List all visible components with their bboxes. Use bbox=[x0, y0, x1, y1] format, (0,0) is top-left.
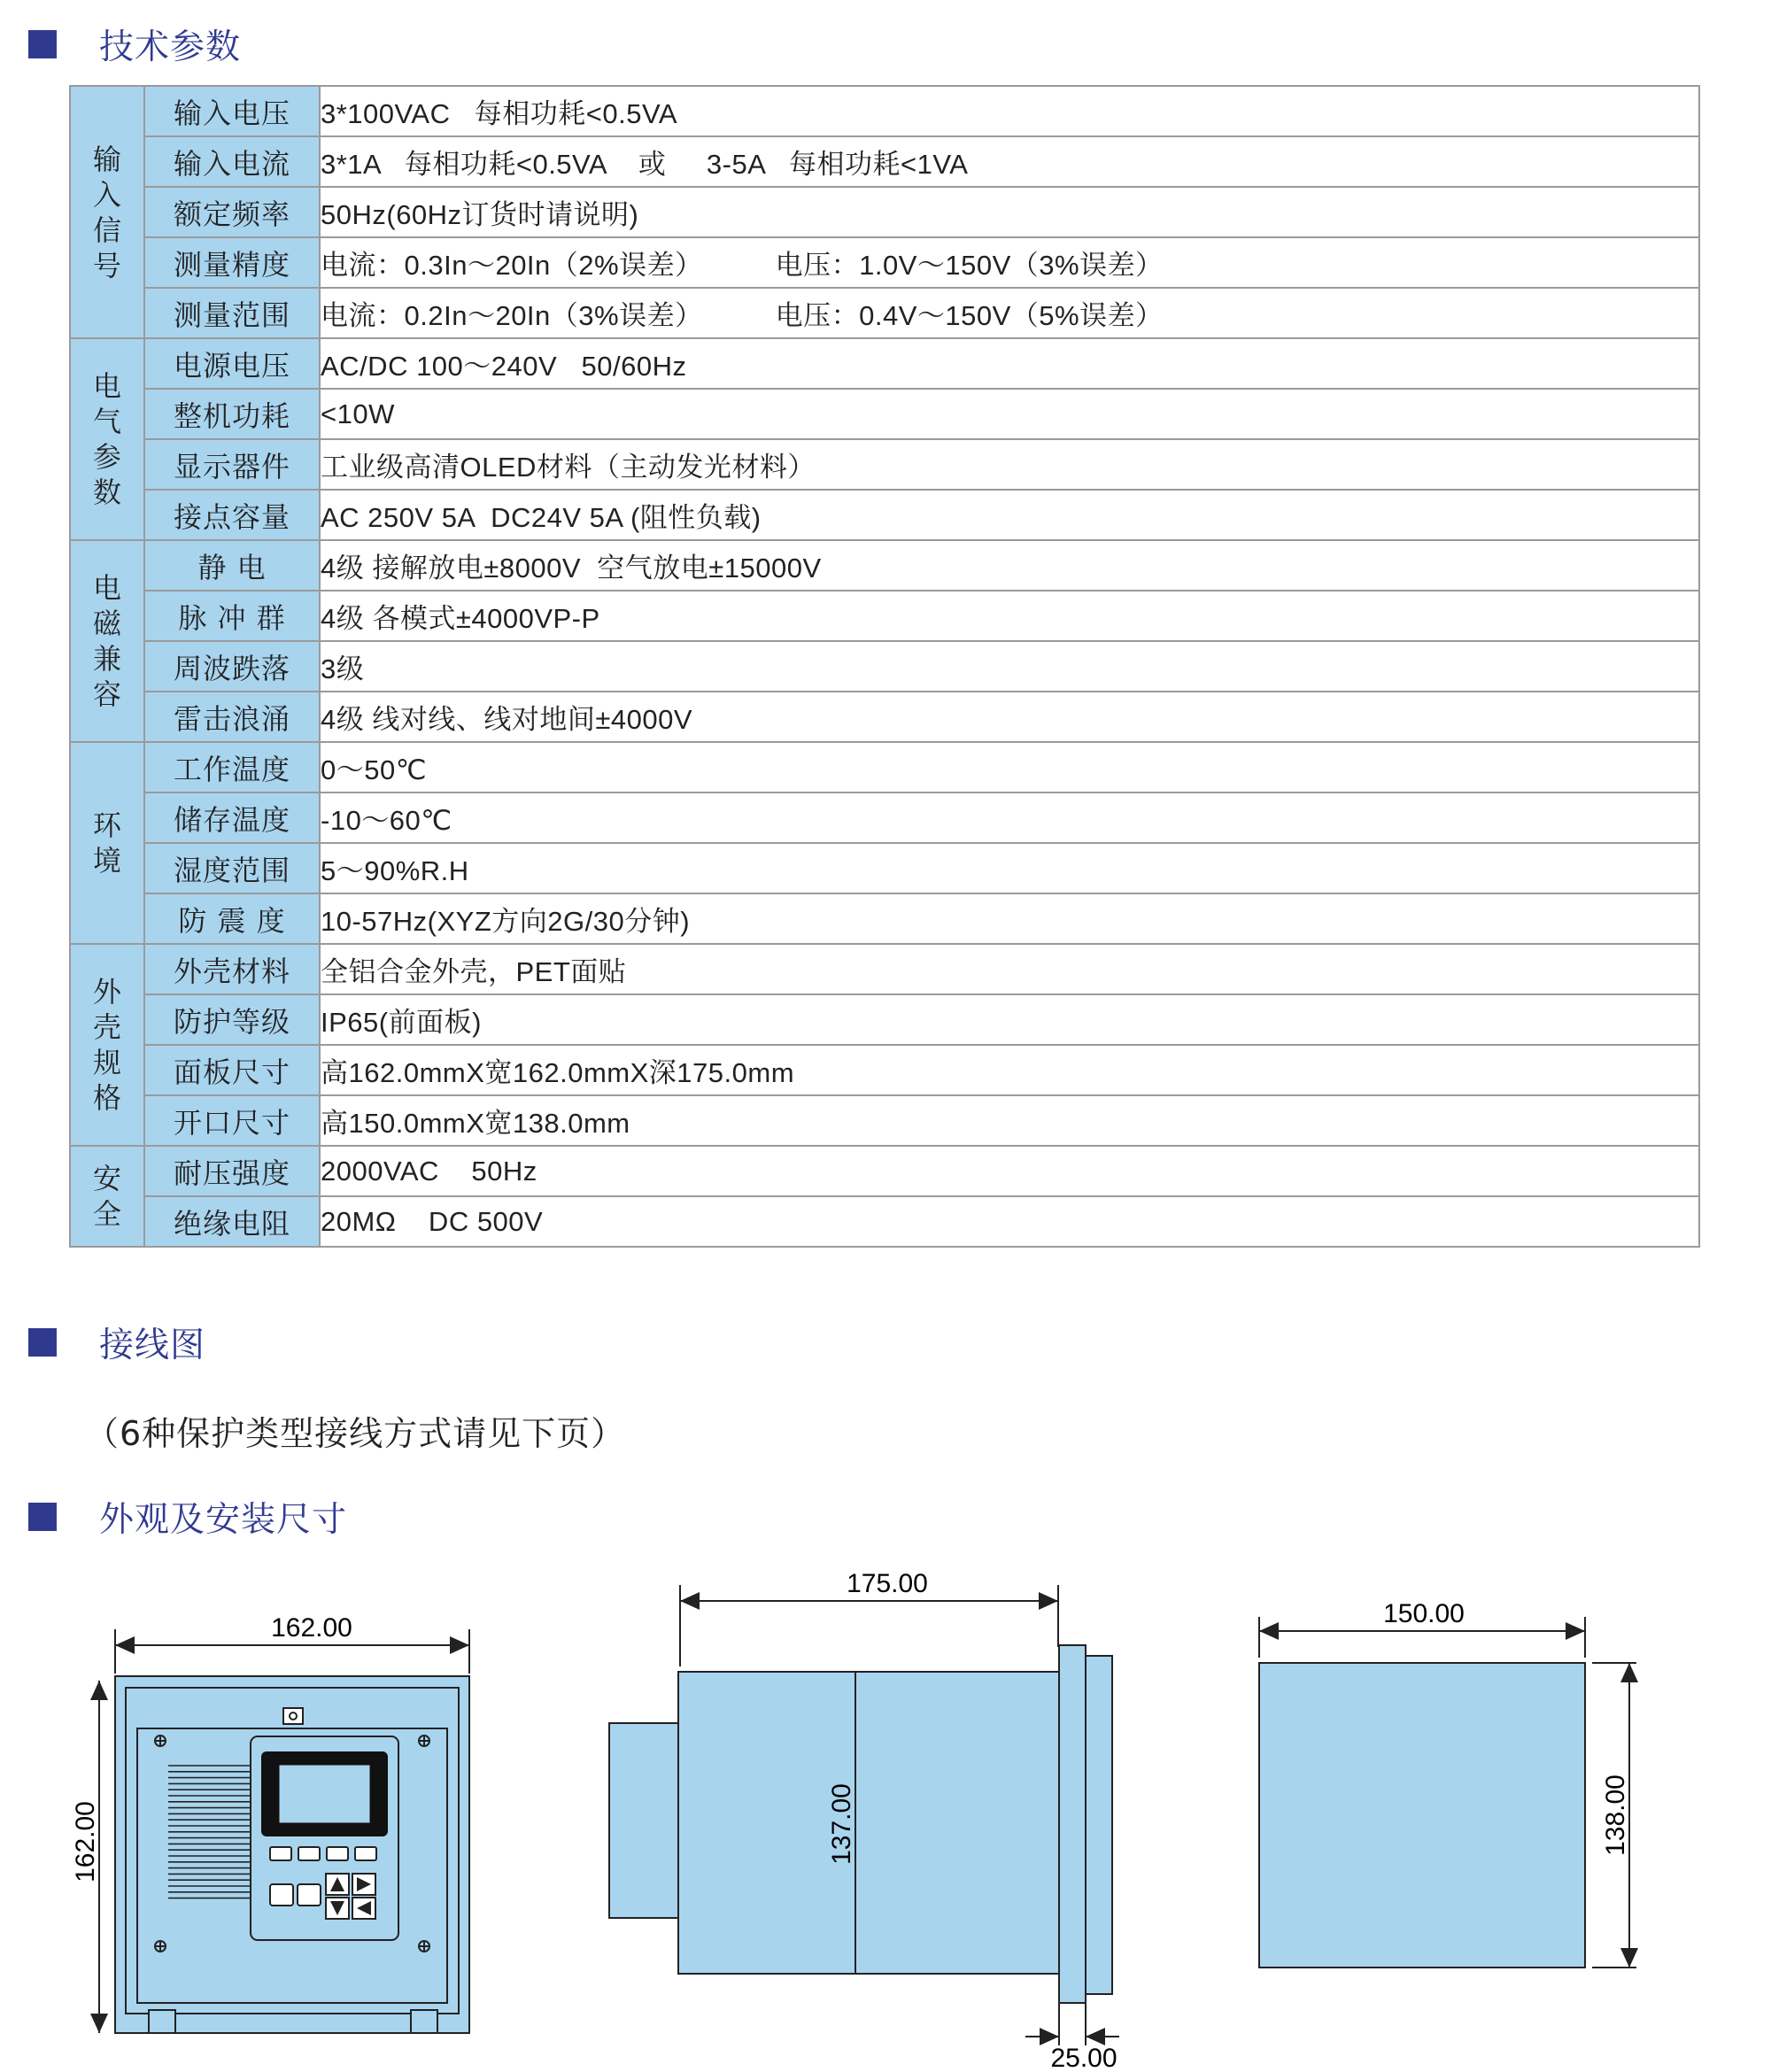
rear-terminal-block bbox=[609, 1723, 680, 1918]
spec-row bbox=[70, 893, 1699, 944]
spec-param-name: 周波跌落 bbox=[144, 641, 320, 692]
spec-row bbox=[70, 338, 1699, 389]
spec-param-value: 2000VAC 50Hz bbox=[320, 1146, 1699, 1196]
section-square-icon bbox=[28, 30, 57, 58]
spec-row bbox=[70, 1045, 1699, 1095]
spec-param-value: 4级 各模式±4000VP-P bbox=[320, 591, 1699, 641]
cutout-height-label: 138.00 bbox=[1601, 1774, 1630, 1856]
side-view-drawing bbox=[609, 1569, 1119, 2072]
front-height-label: 162.00 bbox=[71, 1801, 100, 1883]
spec-category-label: 输入信号 bbox=[92, 142, 121, 282]
spec-row bbox=[70, 641, 1699, 692]
spec-param-value: 20MΩ DC 500V bbox=[320, 1196, 1699, 1247]
spec-row bbox=[70, 187, 1699, 237]
spec-row bbox=[70, 1196, 1699, 1247]
section-heading-tech-params bbox=[28, 19, 241, 69]
spec-param-name: 电源电压 bbox=[144, 338, 320, 389]
spec-param-name: 静 电 bbox=[144, 540, 320, 591]
section-square-icon bbox=[28, 1503, 57, 1531]
spec-category-cell bbox=[70, 86, 144, 338]
spec-param-value: 50Hz(60Hz订货时请说明) bbox=[320, 187, 1699, 237]
spec-category-label: 电气参数 bbox=[92, 369, 121, 509]
spec-param-name: 显示器件 bbox=[144, 439, 320, 490]
spec-category-label: 电磁兼容 bbox=[92, 571, 121, 711]
spec-row bbox=[70, 994, 1699, 1045]
spec-category-cell bbox=[70, 944, 144, 1146]
spec-param-value: 3*1A 每相功耗<0.5VA 或 3-5A 每相功耗<1VA bbox=[320, 136, 1699, 187]
spec-row bbox=[70, 288, 1699, 338]
section-square-icon bbox=[28, 1328, 57, 1357]
foot-right bbox=[411, 2010, 437, 2033]
spec-row bbox=[70, 692, 1699, 742]
spec-param-value: 0～50℃ bbox=[320, 742, 1699, 792]
spec-row bbox=[70, 540, 1699, 591]
side-body-height-label: 137.00 bbox=[827, 1783, 856, 1865]
dimension-drawings bbox=[0, 1541, 1771, 2072]
spec-category-cell bbox=[70, 540, 144, 742]
spec-param-name: 测量范围 bbox=[144, 288, 320, 338]
spec-param-value: 全铝合金外壳，PET面贴 bbox=[320, 944, 1699, 994]
spec-row bbox=[70, 439, 1699, 490]
spec-param-name: 雷击浪涌 bbox=[144, 692, 320, 742]
spec-param-name: 接点容量 bbox=[144, 490, 320, 540]
spec-param-name: 整机功耗 bbox=[144, 389, 320, 439]
front-view-drawing bbox=[71, 1613, 469, 2033]
spec-param-name: 工作温度 bbox=[144, 742, 320, 792]
spec-param-name: 输入电流 bbox=[144, 136, 320, 187]
spec-row bbox=[70, 1146, 1699, 1196]
spec-param-name: 绝缘电阻 bbox=[144, 1196, 320, 1247]
spec-param-name: 输入电压 bbox=[144, 86, 320, 136]
spec-param-name: 储存温度 bbox=[144, 792, 320, 843]
spec-param-name: 外壳材料 bbox=[144, 944, 320, 994]
wiring-note: （6种保护类型接线方式请见下页） bbox=[85, 1414, 626, 1453]
spec-param-value: IP65(前面板) bbox=[320, 994, 1699, 1045]
spec-param-name: 防护等级 bbox=[144, 994, 320, 1045]
spec-param-value: 4级 线对线、线对地间±4000V bbox=[320, 692, 1699, 742]
section-title: 接线图 bbox=[99, 1326, 206, 1365]
spec-param-value: 3级 bbox=[320, 641, 1699, 692]
side-flange bbox=[1059, 1645, 1086, 2003]
spec-row bbox=[70, 389, 1699, 439]
spec-param-name: 开口尺寸 bbox=[144, 1095, 320, 1146]
spec-row bbox=[70, 86, 1699, 136]
spec-param-value: 10-57Hz(XYZ方向2G/30分钟) bbox=[320, 893, 1699, 944]
spec-param-name: 湿度范围 bbox=[144, 843, 320, 893]
foot-left bbox=[149, 2010, 175, 2033]
spec-param-name: 测量精度 bbox=[144, 237, 320, 288]
section-title: 技术参数 bbox=[99, 27, 242, 67]
side-bezel bbox=[1086, 1656, 1112, 1994]
spec-param-value: 3*100VAC 每相功耗<0.5VA bbox=[320, 86, 1699, 136]
spec-row bbox=[70, 490, 1699, 540]
front-width-label: 162.00 bbox=[271, 1613, 352, 1643]
spec-param-value: 5～90%R.H bbox=[320, 843, 1699, 893]
spec-param-name: 耐压强度 bbox=[144, 1146, 320, 1196]
spec-param-value: 工业级高清OLED材料（主动发光材料） bbox=[320, 439, 1699, 490]
spec-table bbox=[69, 85, 1700, 1248]
spec-category-cell bbox=[70, 1146, 144, 1247]
side-depth-label: 175.00 bbox=[847, 1569, 928, 1598]
spec-row bbox=[70, 792, 1699, 843]
spec-param-name: 防 震 度 bbox=[144, 893, 320, 944]
spec-param-value: 4级 接解放电±8000V 空气放电±15000V bbox=[320, 540, 1699, 591]
spec-row bbox=[70, 843, 1699, 893]
top-latch bbox=[283, 1708, 303, 1724]
spec-param-value: AC 250V 5A DC24V 5A (阻性负载) bbox=[320, 490, 1699, 540]
spec-param-value: <10W bbox=[320, 389, 1699, 439]
side-body bbox=[678, 1672, 1061, 1974]
spec-category-label: 环境 bbox=[92, 808, 121, 878]
spec-row bbox=[70, 944, 1699, 994]
section-heading-appearance bbox=[28, 1492, 347, 1542]
spec-row bbox=[70, 237, 1699, 288]
spec-param-name: 额定频率 bbox=[144, 187, 320, 237]
cutout-width-label: 150.00 bbox=[1383, 1599, 1465, 1628]
spec-param-value: -10～60℃ bbox=[320, 792, 1699, 843]
section-heading-wiring bbox=[28, 1318, 205, 1367]
spec-row bbox=[70, 136, 1699, 187]
cutout-view-drawing bbox=[1259, 1599, 1636, 1968]
spec-row bbox=[70, 591, 1699, 641]
side-flange-label: 25.00 bbox=[1050, 2044, 1118, 2072]
spec-param-value: 电流：0.2In～20In（3%误差） 电压：0.4V～150V（5%误差） bbox=[320, 288, 1699, 338]
display-screen bbox=[279, 1765, 370, 1823]
spec-param-name: 脉 冲 群 bbox=[144, 591, 320, 641]
section-title: 外观及安装尺寸 bbox=[99, 1500, 348, 1540]
spec-category-cell bbox=[70, 338, 144, 540]
spec-param-value: 电流：0.3In～20In（2%误差） 电压：1.0V～150V（3%误差） bbox=[320, 237, 1699, 288]
spec-category-label: 外壳规格 bbox=[92, 975, 121, 1115]
spec-param-value: 高162.0mmX宽162.0mmX深175.0mm bbox=[320, 1045, 1699, 1095]
spec-param-value: AC/DC 100～240V 50/60Hz bbox=[320, 338, 1699, 389]
cutout-rect bbox=[1259, 1663, 1585, 1968]
spec-param-name: 面板尺寸 bbox=[144, 1045, 320, 1095]
spec-row bbox=[70, 1095, 1699, 1146]
spec-category-cell bbox=[70, 742, 144, 944]
spec-param-value: 高150.0mmX宽138.0mm bbox=[320, 1095, 1699, 1146]
spec-category-label: 安全 bbox=[92, 1162, 121, 1231]
spec-row bbox=[70, 742, 1699, 792]
